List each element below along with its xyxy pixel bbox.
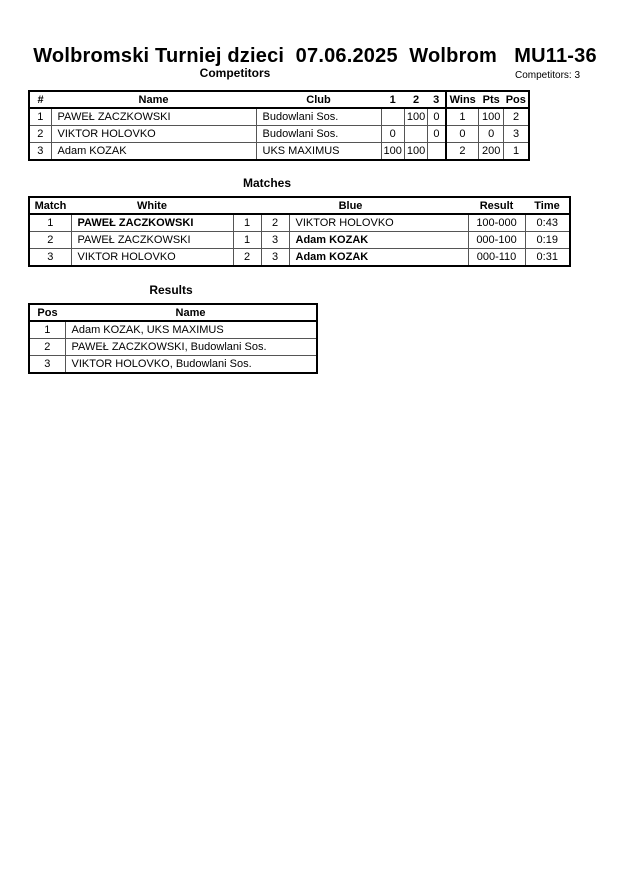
competitor-num: 2 bbox=[29, 126, 51, 143]
competitors-header-round1: 1 bbox=[381, 91, 404, 108]
match-result: 000-110 bbox=[468, 249, 525, 267]
match-row bbox=[29, 232, 570, 249]
result-pos: 2 bbox=[29, 339, 65, 356]
competitors-header-club: Club bbox=[256, 91, 381, 108]
results-header-name: Name bbox=[65, 304, 317, 321]
result-pos: 3 bbox=[29, 356, 65, 374]
competitors-section-title: Competitors bbox=[199, 66, 271, 80]
competitors-header-round2: 2 bbox=[404, 91, 427, 108]
match-white-name: PAWEŁ ZACZKOWSKI bbox=[71, 214, 233, 232]
match-time: 0:43 bbox=[525, 214, 570, 232]
competitor-score-vs1 bbox=[381, 108, 404, 126]
match-white-seed: 1 bbox=[233, 214, 261, 232]
competitor-wins: 1 bbox=[446, 108, 479, 126]
match-time: 0:31 bbox=[525, 249, 570, 267]
match-num: 1 bbox=[29, 214, 71, 232]
competitor-pts: 200 bbox=[479, 143, 504, 161]
result-name: VIKTOR HOLOVKO, Budowlani Sos. bbox=[65, 356, 317, 374]
matches-header-blue: Blue bbox=[233, 197, 468, 214]
competitor-score-vs1: 0 bbox=[381, 126, 404, 143]
match-white-name: PAWEŁ ZACZKOWSKI bbox=[71, 232, 233, 249]
match-row bbox=[29, 214, 570, 232]
results-header-row bbox=[29, 304, 317, 321]
matches-header-white: White bbox=[71, 197, 233, 214]
match-white-name: VIKTOR HOLOVKO bbox=[71, 249, 233, 267]
competitor-score-vs1: 100 bbox=[381, 143, 404, 161]
results-section-title: Results bbox=[149, 283, 193, 297]
competitor-club: Budowlani Sos. bbox=[256, 126, 381, 143]
competitors-header-num: # bbox=[29, 91, 51, 108]
match-blue-seed: 3 bbox=[261, 232, 289, 249]
competitor-score-vs2 bbox=[404, 126, 427, 143]
competitor-name: PAWEŁ ZACZKOWSKI bbox=[51, 108, 256, 126]
competitor-score-vs3 bbox=[428, 143, 446, 161]
match-result: 000-100 bbox=[468, 232, 525, 249]
competitors-header-pos: Pos bbox=[504, 91, 529, 108]
results-header-pos: Pos bbox=[29, 304, 65, 321]
matches-table bbox=[28, 196, 571, 267]
result-pos: 1 bbox=[29, 321, 65, 339]
competitors-header-name: Name bbox=[51, 91, 256, 108]
competitor-name: VIKTOR HOLOVKO bbox=[51, 126, 256, 143]
match-num: 3 bbox=[29, 249, 71, 267]
matches-header-row bbox=[29, 197, 570, 214]
match-blue-name: VIKTOR HOLOVKO bbox=[289, 214, 468, 232]
competitor-score-vs2: 100 bbox=[404, 143, 427, 161]
competitor-club: UKS MAXIMUS bbox=[256, 143, 381, 161]
competitors-header-round3: 3 bbox=[428, 91, 446, 108]
competitors-header-wins: Wins bbox=[446, 91, 479, 108]
competitor-pts: 100 bbox=[479, 108, 504, 126]
result-row bbox=[29, 339, 317, 356]
competitors-table bbox=[28, 90, 530, 161]
competitor-row bbox=[29, 143, 529, 161]
competitor-row bbox=[29, 108, 529, 126]
competitor-wins: 0 bbox=[446, 126, 479, 143]
matches-section-title: Matches bbox=[242, 176, 292, 190]
competitor-name: Adam KOZAK bbox=[51, 143, 256, 161]
competitor-pos: 3 bbox=[504, 126, 529, 143]
competitors-header-pts: Pts bbox=[479, 91, 504, 108]
competitor-score-vs2: 100 bbox=[404, 108, 427, 126]
competitor-score-vs3: 0 bbox=[428, 126, 446, 143]
match-blue-name: Adam KOZAK bbox=[289, 232, 468, 249]
match-blue-seed: 2 bbox=[261, 214, 289, 232]
match-time: 0:19 bbox=[525, 232, 570, 249]
competitor-row bbox=[29, 126, 529, 143]
match-row bbox=[29, 249, 570, 267]
competitor-club: Budowlani Sos. bbox=[256, 108, 381, 126]
competitor-score-vs3: 0 bbox=[428, 108, 446, 126]
competitor-num: 3 bbox=[29, 143, 51, 161]
match-white-seed: 2 bbox=[233, 249, 261, 267]
match-white-seed: 1 bbox=[233, 232, 261, 249]
result-name: Adam KOZAK, UKS MAXIMUS bbox=[65, 321, 317, 339]
matches-header-time: Time bbox=[525, 197, 570, 214]
competitor-pos: 1 bbox=[504, 143, 529, 161]
competitor-pos: 2 bbox=[504, 108, 529, 126]
match-num: 2 bbox=[29, 232, 71, 249]
result-row bbox=[29, 356, 317, 374]
results-table bbox=[28, 303, 318, 374]
result-row bbox=[29, 321, 317, 339]
matches-header-result: Result bbox=[468, 197, 525, 214]
matches-header-match: Match bbox=[29, 197, 71, 214]
result-name: PAWEŁ ZACZKOWSKI, Budowlani Sos. bbox=[65, 339, 317, 356]
match-blue-seed: 3 bbox=[261, 249, 289, 267]
competitor-wins: 2 bbox=[446, 143, 479, 161]
competitors-header-row bbox=[29, 91, 529, 108]
match-blue-name: Adam KOZAK bbox=[289, 249, 468, 267]
competitors-count: Competitors: 3 bbox=[515, 70, 581, 81]
page-title: Wolbromski Turniej dzieci 07.06.2025 Wolbrom MU11-36 bbox=[33, 45, 597, 67]
match-result: 100-000 bbox=[468, 214, 525, 232]
competitor-num: 1 bbox=[29, 108, 51, 126]
competitor-pts: 0 bbox=[479, 126, 504, 143]
